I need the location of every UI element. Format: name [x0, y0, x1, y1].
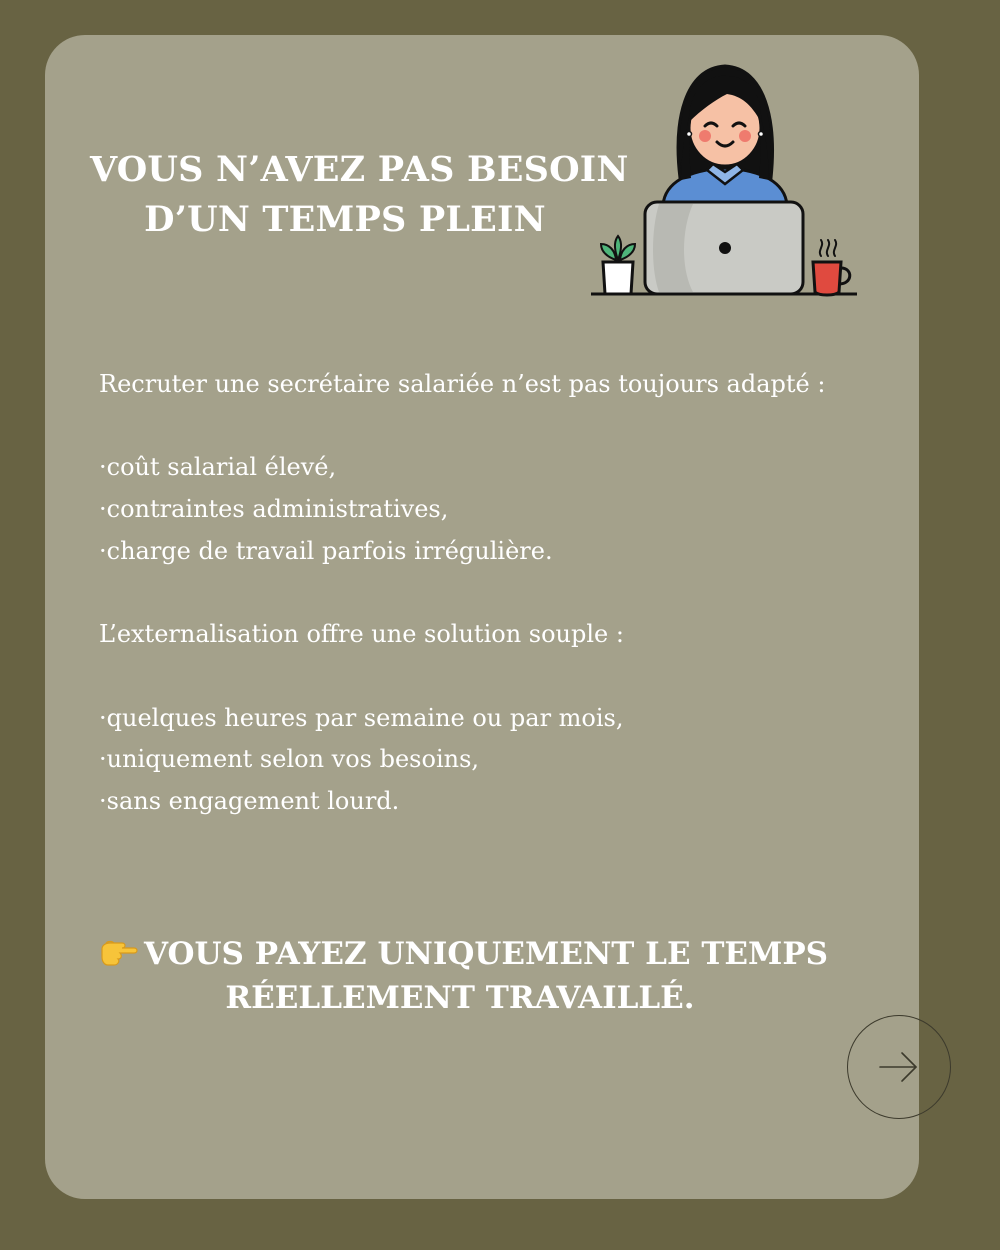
title-line-2: D’UN TEMPS PLEIN: [144, 199, 546, 240]
arrow-right-icon: [878, 1050, 920, 1084]
benefit-item: ·quelques heures par semaine ou par mois,: [99, 703, 624, 732]
page-title: [90, 145, 629, 245]
woman-at-laptop-illustration: [585, 60, 865, 305]
spacer: [99, 406, 909, 448]
cta-line-1-wrapper: [100, 932, 829, 976]
drawback-item: ·charge de travail parfois irrégulière.: [99, 536, 553, 565]
next-button[interactable]: [847, 1015, 951, 1119]
solution-paragraph: L’externalisation offre une solution souple :: [99, 620, 624, 649]
benefit-item: ·uniquement selon vos besoins,: [99, 745, 480, 774]
drawback-item: ·coût salarial élevé,: [99, 453, 337, 482]
intro-paragraph: Recruter une secrétaire salariée n’est pas toujours adapté :: [99, 370, 826, 398]
spacer: [99, 656, 909, 698]
body-text: [99, 364, 909, 823]
drawback-item: ·contraintes administratives,: [99, 495, 449, 524]
spacer: [99, 573, 909, 615]
benefit-item: ·sans engagement lourd.: [99, 786, 400, 815]
cta-line-2: RÉELLEMENT TRAVAILLÉ.: [225, 980, 695, 1016]
title-line-1: VOUS N’AVEZ PAS BESOIN: [90, 149, 629, 190]
pointing-hand-icon: [100, 939, 138, 967]
call-to-action: [100, 932, 829, 1020]
cta-line-1: VOUS PAYEZ UNIQUEMENT LE TEMPS: [144, 936, 829, 972]
